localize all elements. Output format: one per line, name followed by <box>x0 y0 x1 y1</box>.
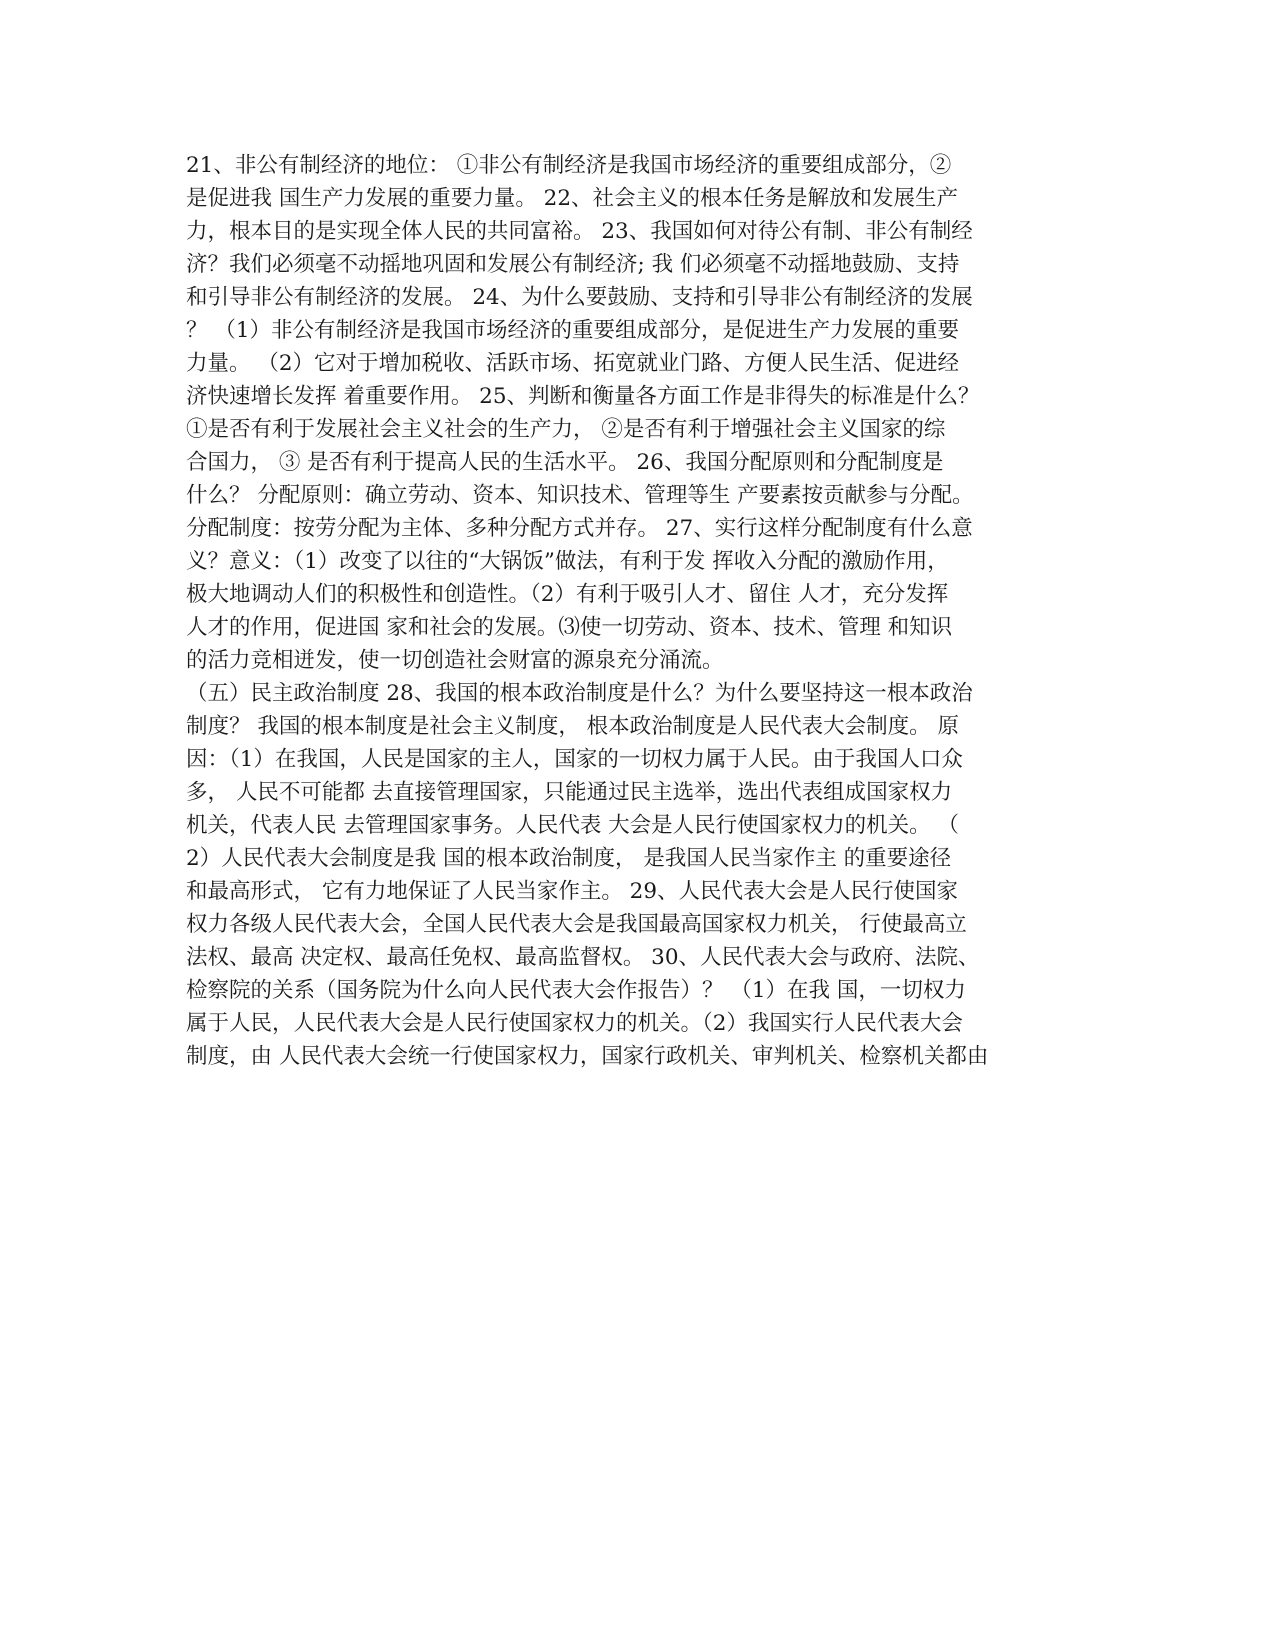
text-line: 力量。 （2）它对于增加税收、活跃市场、拓宽就业门路、方便人民生活、促进经 <box>186 351 960 376</box>
text-line: 的活力竞相迸发，使一切创造社会财富的源泉充分涌流。 <box>186 648 724 673</box>
text-line: 法权、最高 决定权、最高任免权、最高监督权。 30、人民代表大会与政府、法院、 <box>186 945 980 970</box>
text-line: 是促进我 国生产力发展的重要力量。 22、社会主义的根本任务是解放和发展生产 <box>186 186 959 211</box>
text-line: 分配制度：按劳分配为主体、多种分配方式并存。 27、实行这样分配制度有什么意 <box>186 516 973 541</box>
text-line: 和引导非公有制经济的发展。 24、为什么要鼓励、支持和引导非公有制经济的发展 <box>186 285 973 310</box>
text-line: 义？意义：（1）改变了以往的“大锅饭”做法，有利于发 挥收入分配的激励作用， <box>186 549 949 574</box>
text-line: 21、非公有制经济的地位： ①非公有制经济是我国市场经济的重要组成部分，② <box>186 153 952 178</box>
text-line: 济快速增长发挥 着重要作用。 25、判断和衡量各方面工作是非得失的标准是什么？ <box>186 384 980 409</box>
text-line: 人才的作用，促进国 家和社会的发展。⑶使一切劳动、资本、技术、管理 和知识 <box>186 615 953 640</box>
text-line: 2）人民代表大会制度是我 国的根本政治制度， 是我国人民当家作主 的重要途径 <box>186 846 952 871</box>
text-line: 机关，代表人民 去管理国家事务。人民代表 大会是人民行使国家权力的机关。 （ <box>186 813 960 838</box>
text-line: 属于人民，人民代表大会是人民行使国家权力的机关。（2）我国实行人民代表大会 <box>186 1011 963 1036</box>
text-line: 制度，由 人民代表大会统一行使国家权力，国家行政机关、审判机关、检察机关都由 <box>186 1044 989 1069</box>
document-body <box>186 149 1086 1073</box>
text-line: ①是否有利于发展社会主义社会的生产力， ②是否有利于增强社会主义国家的综 <box>186 417 946 442</box>
text-line: 多， 人民不可能都 去直接管理国家，只能通过民主选举，选出代表组成国家权力 <box>186 780 953 805</box>
text-line: ？ （1）非公有制经济是我国市场经济的重要组成部分，是促进生产力发展的重要 <box>186 318 960 343</box>
text-line: 权力各级人民代表大会，全国人民代表大会是我国最高国家权力机关， 行使最高立 <box>186 912 967 937</box>
text-line: 和最高形式， 它有力地保证了人民当家作主。 29、人民代表大会是人民行使国家 <box>186 879 959 904</box>
text-line: （五）民主政治制度 28、我国的根本政治制度是什么？为什么要坚持这一根本政治 <box>186 681 973 706</box>
text-line: 济？我们必须毫不动摇地巩固和发展公有制经济; 我 们必须毫不动摇地鼓励、支持 <box>186 252 960 277</box>
text-line: 制度？ 我国的根本制度是社会主义制度， 根本政治制度是人民代表大会制度。 原 <box>186 714 960 739</box>
text-line: 什么？ 分配原则：确立劳动、资本、知识技术、管理等生 产要素按贡献参与分配。 <box>186 483 974 508</box>
text-line: 合国力， ③ 是否有利于提高人民的生活水平。 26、我国分配原则和分配制度是 <box>186 450 944 475</box>
text-line: 因：（1）在我国，人民是国家的主人，国家的一切权力属于人民。由于我国人口众 <box>186 747 963 772</box>
text-line: 力，根本目的是实现全体人民的共同富裕。 23、我国如何对待公有制、非公有制经 <box>186 219 973 244</box>
text-line: 极大地调动人们的积极性和创造性。（2）有利于吸引人才、留住 人才，充分发挥 <box>186 582 949 607</box>
text-line: 检察院的关系（国务院为什么向人民代表大会作报告）？ （1）在我 国，一切权力 <box>186 978 966 1003</box>
